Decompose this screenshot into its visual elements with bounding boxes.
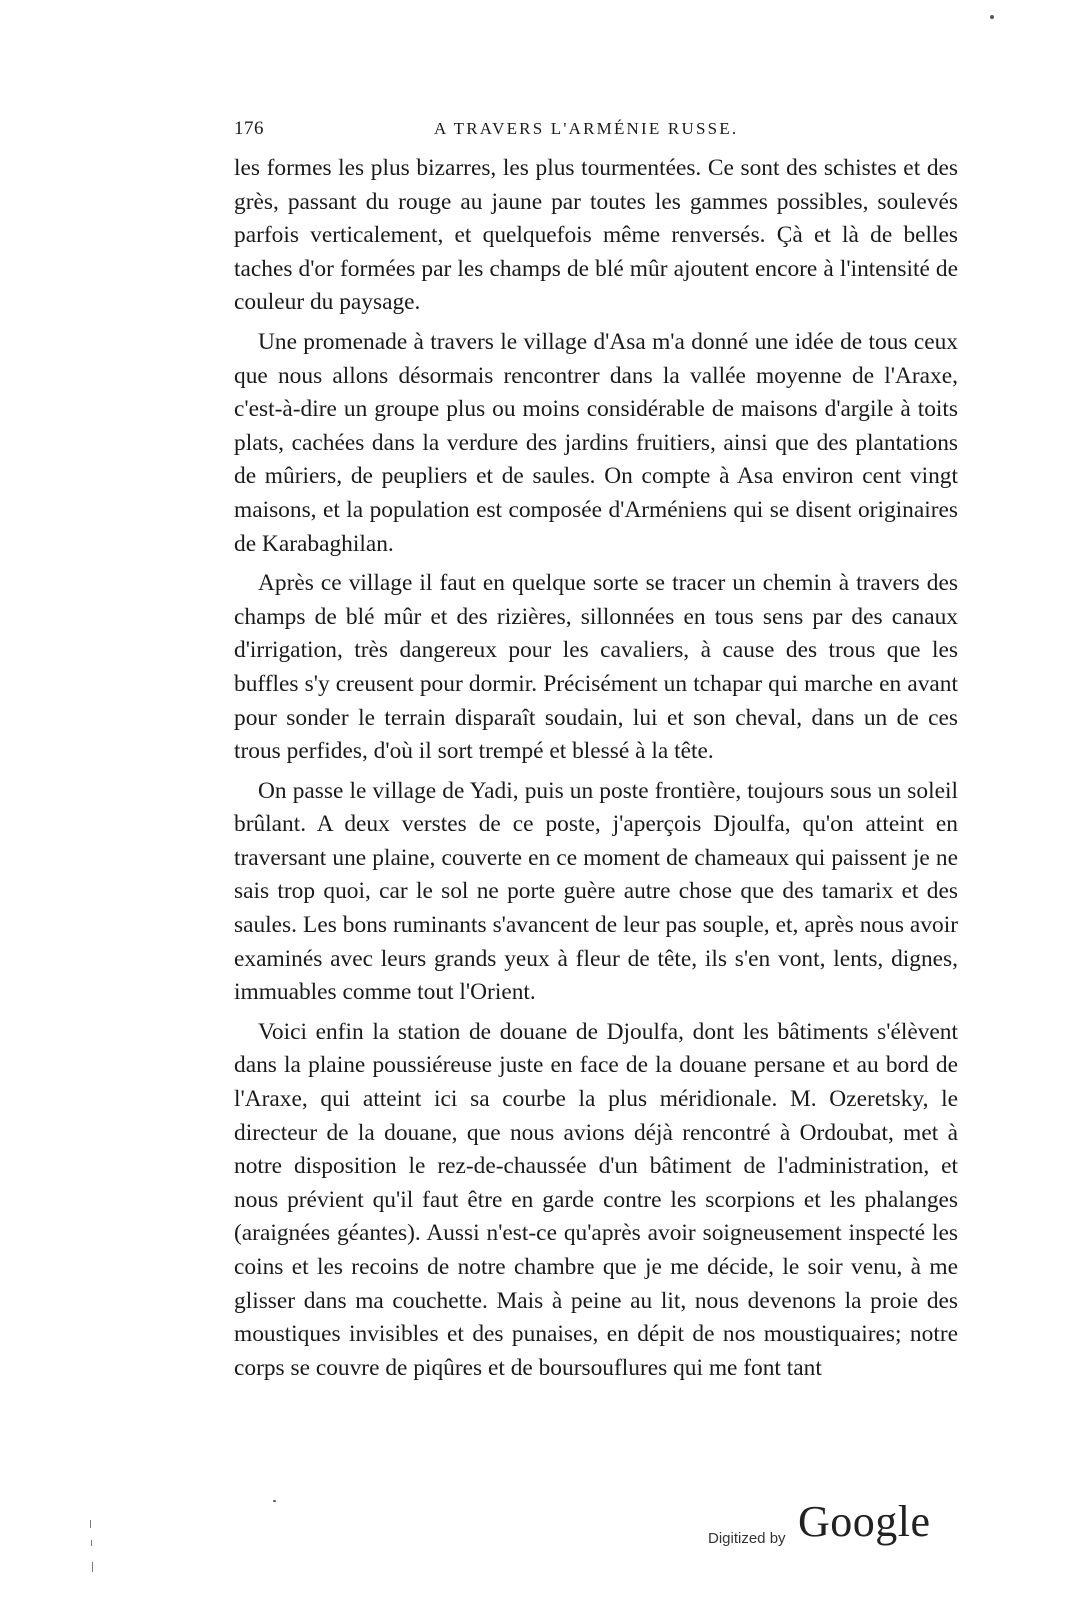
- google-logo: Google: [798, 1497, 931, 1546]
- body-text: [234, 152, 958, 1385]
- paragraph: Voici enfin la station de douane de Djoulfa, dont les bâtiments s'élèvent dans la plaine poussiéreuse juste en face de la douane persane et au bord de l'Araxe, qui atteint ici sa courbe la plus méridionale. M. Ozeretsky, le directeur de la douane, que nous avions déjà rencontré à Ordoubat, met à notre disposition le rez-de-chaussée d'un bâtiment de l'administration, et nous prévient qu'il faut être en garde contre les scorpions et les phalanges (araignées géantes). Aussi n'est-ce qu'après avoir soigneusement inspecté les coins et les recoins de notre chambre que je me décide, le soir venu, à me glisser dans ma couchette. Mais à peine au lit, nous devenons la proie des moustiques invisibles et des punaises, en dépit de nos moustiquaires; notre corps se couvre de piqûres et de boursouflures qui me font tant: [234, 1018, 958, 1381]
- page-number: 176: [234, 118, 264, 139]
- page-header: [234, 118, 958, 142]
- scan-mark: [92, 1562, 93, 1572]
- running-title: A TRAVERS L'ARMÉNIE RUSSE.: [434, 119, 739, 138]
- scan-speck: [990, 15, 994, 19]
- scan-speck: [273, 1500, 276, 1502]
- paragraph: les formes les plus bizarres, les plus tourmentées. Ce sont des schistes et des grès, passant du rouge au jaune par toutes les gammes possibles, soulevés parfois verticalement, et quelquefois même renversés. Çà et là de belles taches d'or formées par les champs de blé mûr ajoutent encore à l'intensité de couleur du paysage.: [234, 155, 958, 316]
- paragraph: Une promenade à travers le village d'Asa m'a donné une idée de tous ceux que nous allons désormais rencontrer dans la vallée moyenne de l'Araxe, c'est-à-dire un groupe plus ou moins considérable de maisons d'argile à toits plats, cachées dans la verdure des jardins fruitiers, ainsi que des plantations de mûriers, de peupliers et de saules. On compte à Asa environ cent vingt maisons, et la population est composée d'Arméniens qui se disent originaires de Karabaghilan.: [234, 328, 958, 557]
- paragraph: Après ce village il faut en quelque sorte se tracer un chemin à travers des champs de blé mûr et des rizières, sillonnées en tous sens par des canaux d'irrigation, très dangereux pour les cavaliers, à cause des trous que les buffles s'y creusent pour dormir. Précisément un tchapar qui marche en avant pour sonder le terrain disparaît soudain, lui et son cheval, dans un de ces trous perfides, d'où il sort trempé et blessé à la tête.: [234, 570, 958, 765]
- scan-mark: [91, 1540, 92, 1546]
- paragraph: On passe le village de Yadi, puis un poste frontière, toujours sous un soleil brûlant. A deux verstes de ce poste, j'aperçois Djoulfa, qu'on atteint en traversant une plaine, couverte en ce moment de chameaux qui paissent je ne sais trop quoi, car le sol ne porte guère autre chose que des tamarix et des saules. Les bons ruminants s'avancent de leur pas souple, et, après nous avoir examinés avec leurs grands yeux à fleur de tête, ils s'en vont, lents, dignes, immuables comme tout l'Orient.: [234, 777, 958, 1006]
- scan-mark: [90, 1520, 91, 1528]
- digitized-by-label: Digitized by: [708, 1530, 786, 1547]
